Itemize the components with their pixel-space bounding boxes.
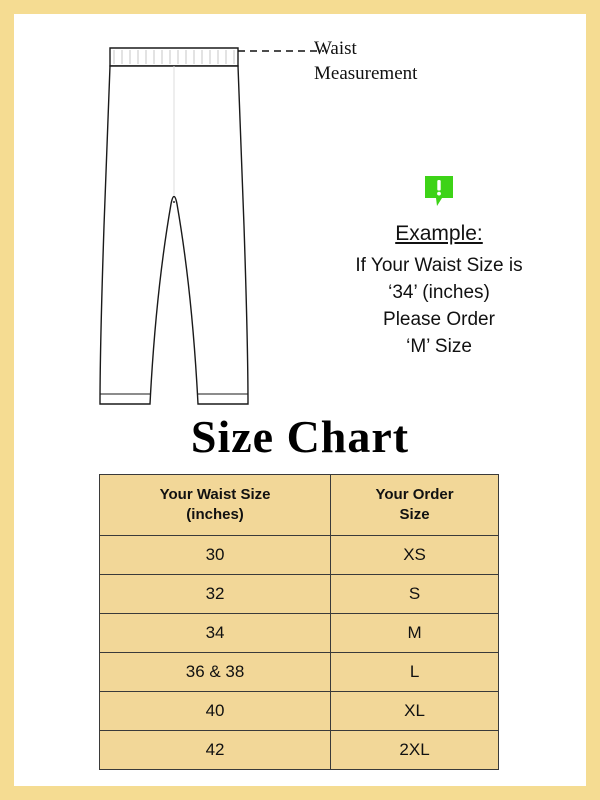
- example-line-1: If Your Waist Size is: [355, 255, 523, 276]
- cell-size: XL: [331, 692, 499, 731]
- cell-waist: 42: [100, 731, 331, 770]
- column-header-waist-line1: Your Waist Size: [159, 486, 271, 503]
- waist-label-line1: Waist: [314, 38, 357, 59]
- table-row: [100, 575, 499, 614]
- cell-size: M: [331, 614, 499, 653]
- table-row: [100, 731, 499, 770]
- size-chart-table: [99, 474, 499, 770]
- column-header-order-size-line1: Your Order: [375, 486, 454, 503]
- cell-waist: 34: [100, 614, 331, 653]
- page-title: Size Chart: [190, 411, 410, 462]
- column-header-waist-line2: (inches): [186, 506, 244, 523]
- pants-illustration: [74, 26, 274, 426]
- column-header-order-size-line2: Size: [399, 506, 430, 523]
- waist-measurement-label: [314, 36, 514, 86]
- leggings-icon: [74, 26, 274, 426]
- cell-size: 2XL: [331, 731, 499, 770]
- waist-label-line2: Measurement: [314, 63, 418, 84]
- table-row: [100, 536, 499, 575]
- cell-waist: 30: [100, 536, 331, 575]
- example-line-3: Please Order: [383, 309, 495, 330]
- cell-size: S: [331, 575, 499, 614]
- exclamation-bubble-icon: [422, 174, 456, 208]
- size-chart-table-wrapper: [99, 474, 499, 770]
- example-line-4: ‘M’ Size: [406, 336, 472, 357]
- page-inner: [14, 14, 586, 786]
- cell-waist: 40: [100, 692, 331, 731]
- table-row: [100, 653, 499, 692]
- example-line-2: ‘34’ (inches): [388, 282, 490, 303]
- example-title: Example:: [395, 222, 483, 245]
- dashed-leader-line-icon: [236, 44, 326, 58]
- cell-size: XS: [331, 536, 499, 575]
- cell-waist: 36 & 38: [100, 653, 331, 692]
- table-row: [100, 692, 499, 731]
- example-block: [314, 174, 564, 360]
- table-row: [100, 614, 499, 653]
- cell-size: L: [331, 653, 499, 692]
- column-header-order-size: [331, 475, 499, 536]
- table-header-row: [100, 475, 499, 536]
- cell-waist: 32: [100, 575, 331, 614]
- column-header-waist: [100, 475, 331, 536]
